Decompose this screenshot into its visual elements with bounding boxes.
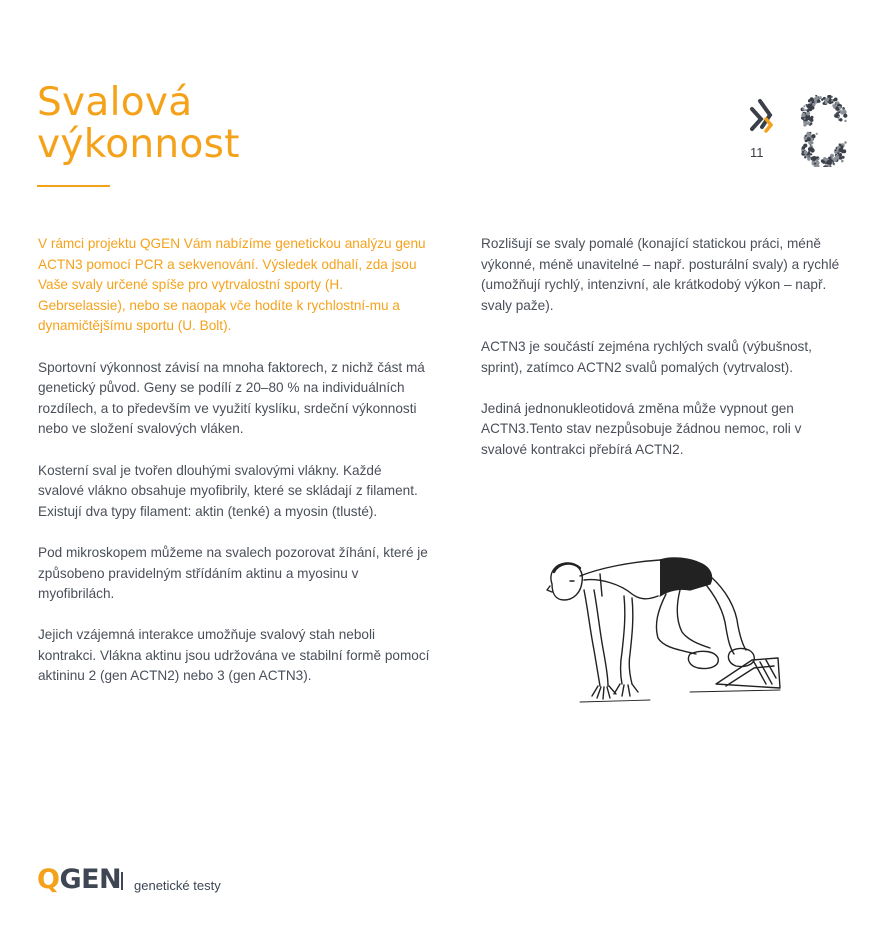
sprinter-illustration	[540, 550, 785, 710]
s-dot	[811, 142, 813, 144]
s-dot	[803, 105, 805, 107]
s-dot	[804, 123, 807, 126]
s-dot	[819, 97, 822, 100]
s-dot	[821, 99, 823, 101]
s-dot	[804, 156, 806, 158]
s-dot	[807, 132, 810, 135]
s-dot	[801, 113, 805, 117]
s-dot	[810, 147, 812, 149]
s-dot	[811, 157, 815, 161]
s-dot	[816, 96, 819, 99]
s-dot	[814, 163, 816, 165]
paragraph-performance: Sportovní výkonnost závisí na mnoha faktorech, z nichž část má genetický původ. Geny se podílí z 20–80 % na individuálních rozdílech, a to především ve využití kyslíku, srdeční výkonnosti nebo ve složení svalových vláken.	[38, 359, 425, 437]
s-dot	[825, 164, 827, 166]
s-dot	[804, 118, 806, 120]
s-dot	[822, 161, 825, 164]
s-dot	[804, 151, 808, 155]
s-dot	[804, 109, 806, 111]
s-dot	[806, 104, 808, 106]
s-dot	[834, 98, 838, 102]
logo-gen: GEN	[59, 864, 122, 895]
s-dot	[844, 120, 846, 122]
s-dot	[834, 114, 838, 118]
paragraph-contraction: Jejich vzájemná interakce umožňuje svalový stah neboli kontrakci. Vlákna aktinu jsou udržována ve stabilní formě pomocí aktininu 2 (gen ACTN2) nebo 3 (gen ACTN3).	[38, 627, 430, 684]
s-dot	[844, 141, 847, 144]
s-dot	[835, 155, 839, 159]
s-dot	[811, 106, 815, 110]
s-dot	[834, 149, 836, 151]
s-dot	[807, 157, 811, 161]
s-dot	[810, 122, 813, 125]
paragraph-skeletal-muscle: Kosterní sval je tvořen dlouhými svalovými vlákny. Každé svalové vlákno obsahuje myofibrily, které se skládají z filament. Existují dva typy filament: aktin (tenké) a myosin (tlusté).	[38, 462, 418, 519]
s-dot	[832, 101, 834, 103]
s-dot	[816, 133, 818, 135]
paragraph-microscope: Pod mikroskopem můžeme na svalech pozorovat žíhání, které je způsobeno pravidelným střídáním aktinu a myosinu v myofibrilách.	[38, 544, 428, 602]
qgen-logo	[37, 863, 121, 897]
paragraph-mutation: Jediná jednonukleotidová změna může vypnout gen ACTN3.Tento stav nezpůsobuje žádnou nemoc, roli v svalové kontrakci přebírá ACTN2.	[481, 400, 802, 457]
right-text-column	[481, 234, 851, 481]
s-dot	[843, 114, 847, 118]
footer-separator	[121, 872, 123, 890]
s-dot	[842, 108, 844, 110]
s-dot	[805, 135, 807, 137]
s-dot	[803, 144, 807, 148]
s-dot	[840, 105, 842, 107]
s-dot	[838, 111, 840, 113]
page-title-line-2: výkonnost	[37, 122, 240, 167]
paragraph-muscle-types: Rozlišují se svaly pomalé (konající statickou práci, méně výkonné, méně unavitelné – např. posturální svaly) a rychlé (umožňují rychlý, intenzivní, ale krátkodobý výkon – např. svaly paže).	[481, 236, 840, 313]
s-dot	[807, 138, 810, 141]
s-dot	[835, 107, 839, 111]
s-dot	[812, 103, 815, 106]
page-title-line-1: Svalová	[37, 80, 193, 125]
footer-tagline: genetické testy	[134, 878, 221, 893]
logo-q: Q	[37, 864, 60, 895]
title-underline	[37, 185, 110, 187]
s-dot	[831, 155, 833, 157]
left-text-column	[38, 234, 430, 708]
dotted-s-letter-icon	[801, 95, 848, 167]
s-dot	[810, 118, 814, 122]
paragraph-actn3: ACTN3 je součástí zejména rychlých svalů (výbušnost, sprint), zatímco ACTN2 svalů pomalých (vytrvalost).	[481, 338, 812, 375]
s-dot	[802, 108, 804, 110]
s-dot	[839, 118, 842, 121]
s-dot	[817, 99, 820, 102]
s-dot	[837, 152, 839, 154]
s-dot	[823, 157, 826, 160]
page-number: 11	[750, 145, 764, 160]
chevron-marks-icon	[752, 101, 771, 131]
intro-paragraph: V rámci projektu QGEN Vám nabízíme genetickou analýzu genu ACTN3 pomocí PCR a sekvenování. Výsledek odhalí, zda jsou Vaše svaly určené spíše pro vytrvalostní sporty (H. Gebrselassie), nebo se naopak vče hodíte k rychlostní-mu a dynamičtějšímu sportu (U. Bolt).	[38, 236, 426, 334]
page-title	[37, 82, 240, 166]
s-dot	[818, 158, 820, 160]
s-dot	[842, 112, 844, 114]
s-dot	[841, 160, 844, 163]
s-dot	[841, 151, 843, 153]
